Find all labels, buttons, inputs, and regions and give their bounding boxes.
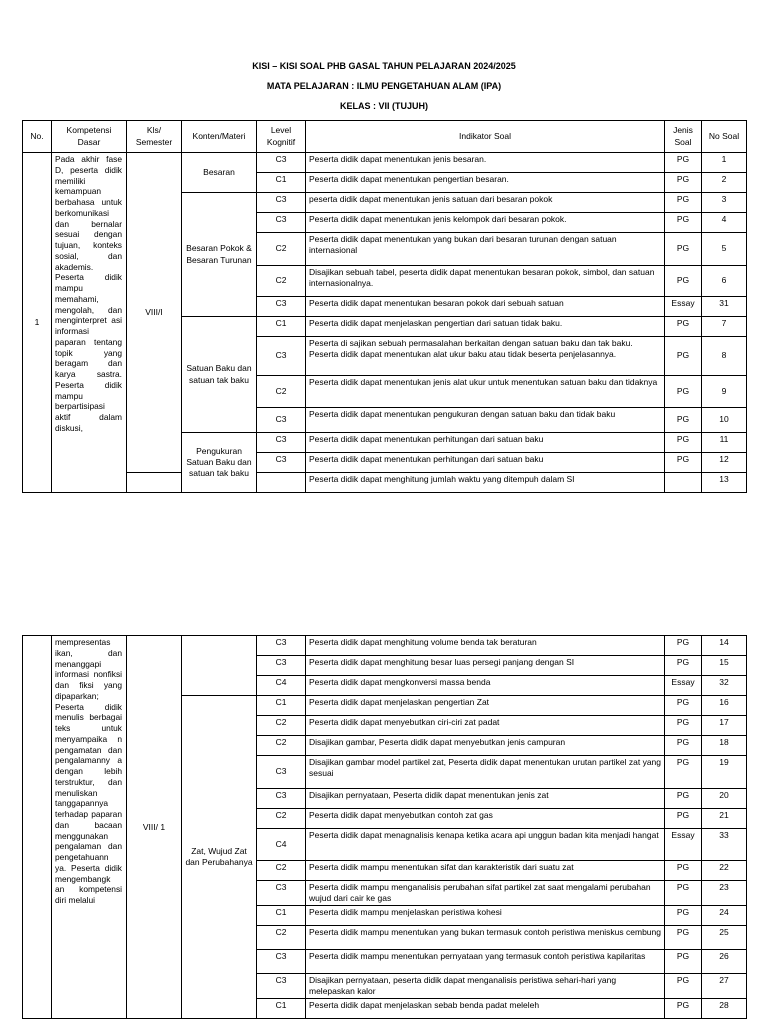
nomor-soal: 9 [702,376,747,408]
level-kognitif: C3 [257,408,306,433]
konten-materi: Besaran Pokok & Besaran Turunan [182,193,257,317]
indikator-soal: Peserta didik dapat menentukan pengukuran dengan satuan baku dan tidak baku [306,408,665,433]
jenis-soal: PG [665,736,702,756]
level-kognitif: C3 [257,433,306,453]
nomor-soal: 3 [702,193,747,213]
jenis-soal: PG [665,433,702,453]
level-kognitif: C2 [257,736,306,756]
indikator-soal: Peserta didik dapat menentukan yang bukan dari besaran turunan dengan satuan internasional [306,233,665,266]
nomor-soal: 15 [702,656,747,676]
jenis-soal: PG [665,809,702,829]
nomor-soal: 33 [702,829,747,861]
header-kls: Kls/ Semester [127,121,182,153]
jenis-soal: PG [665,756,702,789]
jenis-soal: PG [665,656,702,676]
indikator-soal: Disajikan pernyataan, Peserta didik dapat menentukan jenis zat [306,789,665,809]
indikator-soal: Peserta didik mampu menentukan sifat dan karakteristik dari suatu zat [306,861,665,881]
level-kognitif: C2 [257,233,306,266]
header-kd: Kompetensi Dasar [52,121,127,153]
nomor-soal: 14 [702,636,747,656]
indikator-soal: Peserta didik mampu menentukan pernyataan yang termasuk contoh peristiwa kapilaritas [306,950,665,974]
nomor-soal: 6 [702,266,747,297]
table-row [23,473,747,493]
indikator-soal: Peserta didik dapat menghitung volume benda tak beraturan [306,636,665,656]
jenis-soal: PG [665,861,702,881]
level-kognitif: C3 [257,974,306,999]
level-kognitif: C3 [257,656,306,676]
table-row [23,153,747,173]
indikator-soal: Peserta didik dapat menentukan pengertian besaran. [306,173,665,193]
indikator-soal: Peserta didik dapat menentukan jenis besaran. [306,153,665,173]
level-kognitif: C3 [257,789,306,809]
header-level: Level Kognitif [257,121,306,153]
nomor-soal: 8 [702,337,747,376]
level-kognitif: C3 [257,153,306,173]
level-kognitif: C1 [257,906,306,926]
nomor-soal: 31 [702,297,747,317]
document-title: KISI – KISI SOAL PHB GASAL TAHUN PELAJARAN 2024/2025 [252,61,516,71]
jenis-soal: PG [665,950,702,974]
header-row [23,121,747,153]
nomor-soal: 4 [702,213,747,233]
nomor-soal: 2 [702,173,747,193]
nomor-soal: 11 [702,433,747,453]
jenis-soal: PG [665,453,702,473]
level-kognitif: C1 [257,173,306,193]
nomor-soal: 1 [702,153,747,173]
indikator-soal: Peserta didik mampu menganalisis perubahan sifat partikel zat saat mengalami perubahan wujud dari cair ke gas [306,881,665,906]
level-kognitif: C2 [257,926,306,950]
nomor-soal: 26 [702,950,747,974]
level-kognitif: C3 [257,453,306,473]
nomor-soal: 13 [702,473,747,493]
indikator-soal: Disajikan gambar model partikel zat, Peserta didik dapat menentukan urutan partikel zat yang sesuai [306,756,665,789]
level-kognitif: C3 [257,756,306,789]
jenis-soal: PG [665,376,702,408]
level-kognitif: C3 [257,213,306,233]
nomor-soal: 28 [702,999,747,1019]
kelas-semester: VIII/I [127,153,182,473]
jenis-soal: PG [665,173,702,193]
subject-title: MATA PELAJARAN : ILMU PENGETAHUAN ALAM (IPA) [266,81,502,91]
jenis-soal: PG [665,408,702,433]
jenis-soal: PG [665,999,702,1019]
nomor-soal: 23 [702,881,747,906]
level-kognitif: C3 [257,950,306,974]
level-kognitif: C4 [257,676,306,696]
jenis-soal: PG [665,974,702,999]
nomor-soal: 5 [702,233,747,266]
kompetensi-dasar: mempresentas ikan, dan menanggapi informasi nonfiksi dan fiksi yang dipaparkan; Peserta didik menulis berbagai teks untuk menyampaika n pengamatan dan pengalamanny a dengan lebih terstruktur, dan menuliskan tanggapannya terhadap paparan dan bacaan menggunakan pengalaman dan pengetahuann ya. Peserta didik mengembangk an kompetensi diri melalui [52,636,127,1019]
level-kognitif: C1 [257,317,306,337]
kelas-semester-empty [127,473,182,493]
indikator-soal: Peserta didik dapat menyebutkan ciri-ciri zat padat [306,716,665,736]
jenis-soal: Essay [665,676,702,696]
jenis-soal: PG [665,337,702,376]
nomor-soal: 16 [702,696,747,716]
indikator-soal: Peserta didik dapat menentukan besaran pokok dari sebuah satuan [306,297,665,317]
kompetensi-dasar: Pada akhir fase D, peserta didik memiliki kemampuan berbahasa untuk berkomunikasi dan bernalar sesuai dengan tujuan, konteks sosial, dan akademis. Peserta didik mampu memahami, mengolah, dan menginterpret asi informasi paparan tentang topik yang beragam dan karya sastra. Peserta didik mampu berpartisipasi aktif dalam diskusi, [52,153,127,493]
nomor-soal: 7 [702,317,747,337]
jenis-soal: PG [665,266,702,297]
jenis-soal: PG [665,926,702,950]
level-kognitif: C2 [257,266,306,297]
indikator-soal: Peserta didik dapat menagnalisis kenapa ketika acara api unggun badan kita menjadi hangat [306,829,665,861]
indikator-soal: Peserta didik mampu menentukan yang bukan termasuk contoh peristiwa meniskus cembung [306,926,665,950]
header-indikator: Indikator Soal [306,121,665,153]
jenis-soal: PG [665,789,702,809]
indikator-soal: peserta didik dapat menentukan jenis satuan dari besaran pokok [306,193,665,213]
row-number: 1 [23,153,52,493]
nomor-soal: 21 [702,809,747,829]
level-kognitif: C2 [257,376,306,408]
indikator-soal: Peserta didik dapat menjelaskan pengertian Zat [306,696,665,716]
kelas-semester: VIII/ 1 [127,636,182,1019]
nomor-soal: 19 [702,756,747,789]
nomor-soal: 27 [702,974,747,999]
header-konten: Konten/Materi [182,121,257,153]
jenis-soal: Essay [665,297,702,317]
header-jenis: Jenis Soal [665,121,702,153]
jenis-soal: PG [665,233,702,266]
indikator-soal: Peserta didik dapat menyebutkan contoh zat gas [306,809,665,829]
konten-materi: Pengukuran Satuan Baku dan satuan tak baku [182,433,257,493]
header-no: No. [23,121,52,153]
indikator-soal: Peserta didik dapat menentukan jenis kelompok dari besaran pokok. [306,213,665,233]
level-kognitif: C2 [257,861,306,881]
nomor-soal: 18 [702,736,747,756]
level-kognitif: C1 [257,696,306,716]
konten-materi: Zat, Wujud Zat dan Perubahanya [182,696,257,1019]
level-kognitif: C1 [257,999,306,1019]
nomor-soal: 20 [702,789,747,809]
indikator-soal: Disajikan sebuah tabel, peserta didik dapat menentukan besaran pokok, simbol, dan satuan internasionalnya. [306,266,665,297]
nomor-soal: 10 [702,408,747,433]
konten-materi: Besaran [182,153,257,193]
jenis-soal: PG [665,881,702,906]
jenis-soal: PG [665,696,702,716]
indikator-soal: Peserta didik dapat menjelaskan pengertian dari satuan tidak baku. [306,317,665,337]
level-kognitif: C3 [257,297,306,317]
header-nosoal: No Soal [702,121,747,153]
level-kognitif: C3 [257,881,306,906]
jenis-soal: PG [665,906,702,926]
table-row [23,636,747,656]
jenis-soal [665,473,702,493]
indikator-soal: Peserta didik dapat menghitung besar luas persegi panjang dengan SI [306,656,665,676]
indikator-soal: Peserta di sajikan sebuah permasalahan berkaitan dengan satuan baku dan tak baku. Peserta didik dapat menentukan alat ukur baku atau tidak beserta penjelasannya. [306,337,665,376]
jenis-soal: PG [665,317,702,337]
indikator-soal: Peserta didik dapat menghitung jumlah waktu yang ditempuh dalam SI [306,473,665,493]
class-title: KELAS : VII (TUJUH) [339,101,428,111]
indikator-soal: Peserta didik dapat mengkonversi massa benda [306,676,665,696]
indikator-soal: Disajikan pernyataan, peserta didik dapat menganalisis peristiwa sehari-hari yang melepaskan kalor [306,974,665,999]
level-kognitif: C3 [257,636,306,656]
konten-materi: Satuan Baku dan satuan tak baku [182,317,257,433]
row-number-empty [23,636,52,1019]
jenis-soal: PG [665,636,702,656]
nomor-soal: 24 [702,906,747,926]
nomor-soal: 32 [702,676,747,696]
indikator-soal: Disajikan gambar, Peserta didik dapat menyebutkan jenis campuran [306,736,665,756]
jenis-soal: PG [665,153,702,173]
nomor-soal: 12 [702,453,747,473]
indikator-soal: Peserta didik dapat menentukan perhitungan dari satuan baku [306,453,665,473]
level-kognitif: C3 [257,193,306,213]
indikator-soal: Peserta didik dapat menjelaskan sebab benda padat meleleh [306,999,665,1019]
nomor-soal: 22 [702,861,747,881]
jenis-soal: PG [665,193,702,213]
jenis-soal: Essay [665,829,702,861]
kisi-table-1 [22,120,747,493]
indikator-soal: Peserta didik mampu menjelaskan peristiwa kohesi [306,906,665,926]
konten-materi-empty [182,636,257,696]
nomor-soal: 17 [702,716,747,736]
jenis-soal: PG [665,213,702,233]
level-kognitif: C2 [257,716,306,736]
level-kognitif: C2 [257,809,306,829]
level-kognitif: C4 [257,829,306,861]
level-kognitif: C3 [257,337,306,376]
level-kognitif [257,473,306,493]
indikator-soal: Peserta didik dapat menentukan perhitungan dari satuan baku [306,433,665,453]
nomor-soal: 25 [702,926,747,950]
indikator-soal: Peserta didik dapat menentukan jenis alat ukur untuk menentukan satuan baku dan tidaknya [306,376,665,408]
kisi-table-2 [22,635,747,1019]
jenis-soal: PG [665,716,702,736]
